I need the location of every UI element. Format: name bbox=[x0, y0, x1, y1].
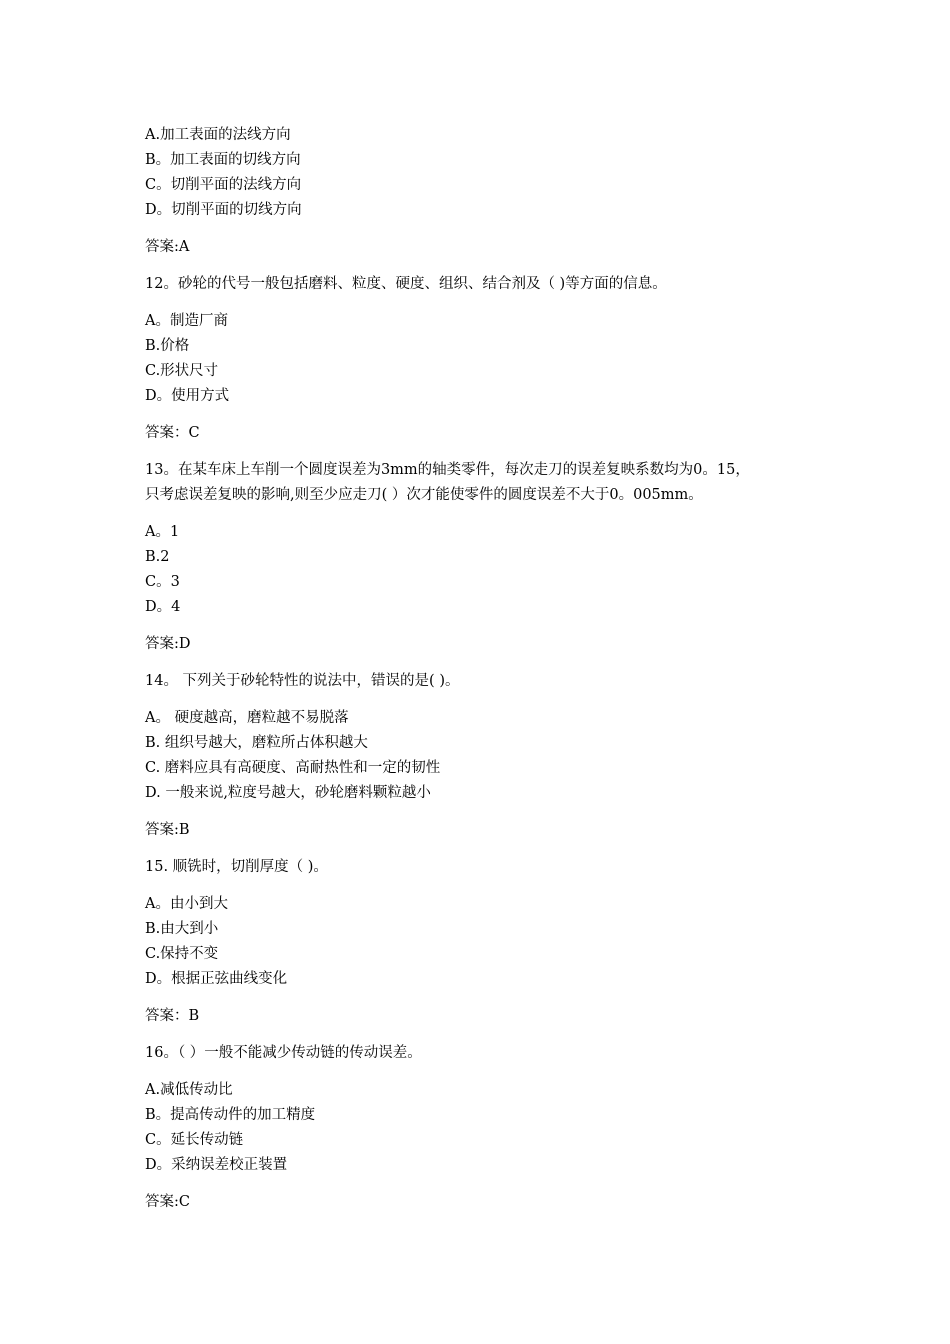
q15-option-b: B.由大到小 bbox=[145, 921, 219, 937]
q13-option-b: B.2 bbox=[145, 549, 170, 565]
q14-question: 14。 下列关于砂轮特性的说法中，错误的是( )。 bbox=[145, 673, 460, 689]
q16-question: 16。（ ）一般不能减少传动链的传动误差。 bbox=[145, 1045, 422, 1061]
q12-answer: 答案：C bbox=[145, 425, 200, 441]
q16-option-c: C。延长传动链 bbox=[145, 1132, 244, 1148]
q11-option-d: D。切削平面的切线方向 bbox=[145, 202, 302, 218]
q14-option-b: B. 组织号越大，磨粒所占体积越大 bbox=[145, 735, 368, 751]
q16-answer: 答案:C bbox=[145, 1194, 190, 1210]
q14-answer: 答案:B bbox=[145, 822, 190, 838]
q16-option-a: A.减低传动比 bbox=[145, 1082, 233, 1098]
q14-option-d: D. 一般来说,粒度号越大，砂轮磨料颗粒越小 bbox=[145, 785, 431, 801]
q13-option-a: A。1 bbox=[145, 524, 180, 540]
q13-answer: 答案:D bbox=[145, 636, 191, 652]
q11-option-a: A.加工表面的法线方向 bbox=[145, 127, 291, 143]
q15-option-a: A。由小到大 bbox=[145, 896, 228, 912]
q11-option-b: B。加工表面的切线方向 bbox=[145, 152, 301, 168]
q15-answer: 答案：B bbox=[145, 1008, 200, 1024]
q12-option-a: A。制造厂商 bbox=[145, 313, 228, 329]
q11-answer: 答案:A bbox=[145, 239, 190, 255]
q16-option-d: D。采纳误差校正装置 bbox=[145, 1157, 288, 1173]
q12-question: 12。砂轮的代号一般包括磨料、粒度、硬度、组织、结合剂及（ )等方面的信息。 bbox=[145, 276, 667, 292]
q14-option-a: A。 硬度越高，磨粒越不易脱落 bbox=[145, 710, 349, 726]
q13-question-line1: 13。在某车床上车削一个圆度误差为3mm的轴类零件，每次走刀的误差复映系数均为0。15， bbox=[145, 462, 750, 478]
q12-option-b: B.价格 bbox=[145, 338, 190, 354]
q15-question: 15. 顺铣时，切削厚度（ )。 bbox=[145, 859, 328, 875]
q13-option-c: C。3 bbox=[145, 574, 180, 590]
q12-option-c: C.形状尺寸 bbox=[145, 363, 219, 379]
q13-option-d: D。4 bbox=[145, 599, 181, 615]
q13-question-line2: 只考虑误差复映的影响,则至少应走刀( ）次才能使零件的圆度误差不大于0。005mm。 bbox=[145, 487, 703, 503]
q15-option-c: C.保持不变 bbox=[145, 946, 219, 962]
q12-option-d: D。使用方式 bbox=[145, 388, 230, 404]
q11-option-c: C。切削平面的法线方向 bbox=[145, 177, 302, 193]
document-page bbox=[145, 123, 815, 1215]
q14-option-c: C. 磨料应具有高硬度、高耐热性和一定的韧性 bbox=[145, 760, 441, 776]
q15-option-d: D。根据正弦曲线变化 bbox=[145, 971, 288, 987]
q16-option-b: B。提高传动件的加工精度 bbox=[145, 1107, 316, 1123]
